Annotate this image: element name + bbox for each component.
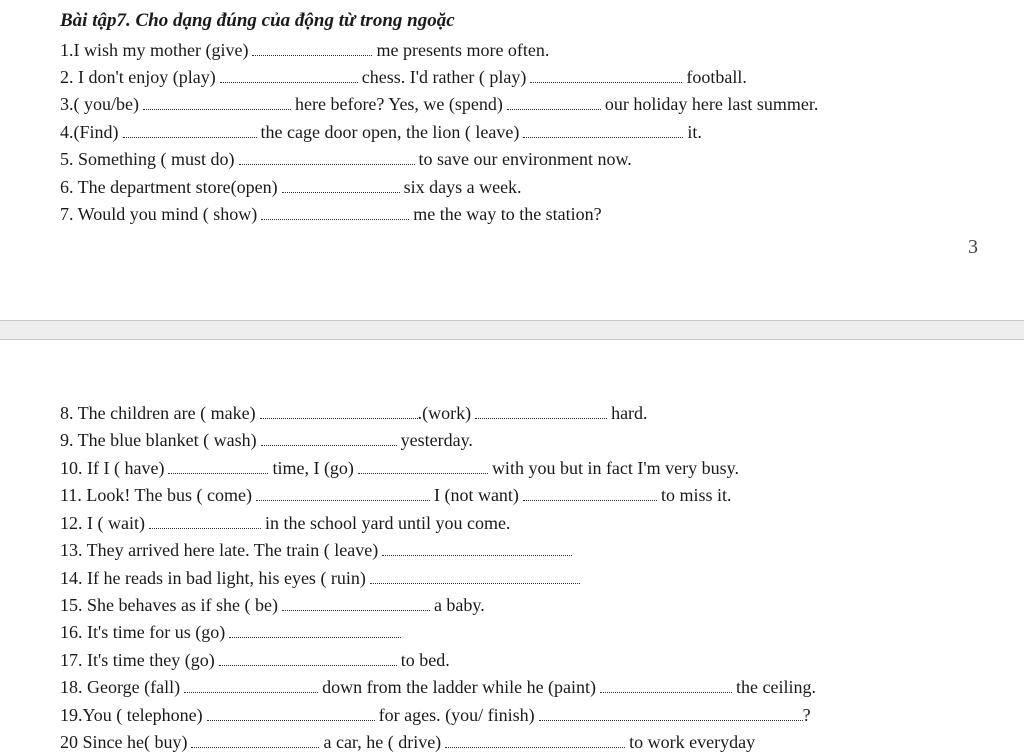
exercise-4 [60, 121, 702, 143]
exercise-11-blank-1[interactable] [256, 486, 430, 501]
exercise-15-blank-1[interactable] [282, 596, 430, 611]
exercise-12-text-a: 12. I ( wait) [60, 513, 145, 533]
exercise-20-blank-1[interactable] [191, 733, 319, 748]
exercise-18 [60, 676, 816, 698]
exercise-10-text-a: 10. If I ( have) [60, 458, 165, 478]
exercise-7-text-b: me the way to the station? [413, 204, 602, 224]
exercise-19-text-a: 19.You ( telephone) [60, 705, 203, 725]
exercise-10-blank-2[interactable] [358, 459, 488, 474]
exercise-4-blank-1[interactable] [123, 123, 257, 138]
exercise-9-blank-1[interactable] [261, 431, 397, 446]
exercise-11-blank-2[interactable] [523, 486, 657, 501]
exercise-17-text-b: to bed. [400, 650, 450, 670]
page-separator [0, 320, 1024, 340]
exercise-20-blank-2[interactable] [445, 733, 625, 748]
exercise-20-text-a: 20 Since he( buy) [60, 732, 188, 752]
exercise-3-text-b: here before? Yes, we (spend) [294, 94, 503, 114]
exercise-20 [60, 731, 755, 753]
exercise-7 [60, 203, 602, 225]
exercise-10-text-b: time, I (go) [272, 458, 354, 478]
exercise-6 [60, 176, 522, 198]
exercise-16-text-a: 16. It's time for us (go) [60, 622, 226, 642]
exercise-7-text-a: 7. Would you mind ( show) [60, 204, 258, 224]
exercise-16 [60, 621, 405, 643]
exercise-6-text-b: six days a week. [403, 177, 522, 197]
exercise-1-text-b: me presents more often. [376, 40, 550, 60]
exercise-12 [60, 512, 510, 534]
exercise-2-blank-1[interactable] [220, 68, 358, 83]
exercise-18-blank-1[interactable] [184, 678, 318, 693]
exercise-3-blank-1[interactable] [143, 95, 291, 110]
exercise-8-blank-2[interactable] [475, 404, 607, 419]
exercise-4-blank-2[interactable] [523, 123, 683, 138]
exercise-12-blank-1[interactable] [149, 514, 261, 529]
exercise-4-text-c: it. [687, 122, 702, 142]
exercise-13-blank-1[interactable] [382, 541, 572, 556]
page-2 [0, 340, 1024, 752]
exercise-2 [60, 66, 747, 88]
exercise-1-text-a: 1.I wish my mother (give) [60, 40, 249, 60]
exercise-19-text-c: ? [802, 705, 811, 725]
exercise-15-text-b: a baby. [433, 595, 485, 615]
exercise-5-text-b: to save our environment now. [418, 149, 632, 169]
exercise-9-text-a: 9. The blue blanket ( wash) [60, 430, 257, 450]
exercise-14 [60, 567, 584, 589]
exercise-15-text-a: 15. She behaves as if she ( be) [60, 595, 278, 615]
exercise-9 [60, 429, 473, 451]
exercise-3-text-c: our holiday here last summer. [604, 94, 819, 114]
exercise-13 [60, 539, 576, 561]
exercise-18-text-a: 18. George (fall) [60, 677, 181, 697]
exercise-8-blank-1[interactable] [260, 404, 418, 419]
exercise-2-text-c: football. [686, 67, 747, 87]
exercise-4-text-a: 4.(Find) [60, 122, 119, 142]
exercise-3-text-a: 3.( you/be) [60, 94, 139, 114]
exercise-3 [60, 93, 818, 115]
exercise-14-text-a: 14. If he reads in bad light, his eyes ( ruin) [60, 568, 366, 588]
exercise-10-text-c: with you but in fact I'm very busy. [491, 458, 739, 478]
page-number: 3 [968, 236, 978, 258]
exercise-8-text-b: .(work) [417, 403, 472, 423]
page-1 [0, 0, 1024, 320]
exercise-18-blank-2[interactable] [600, 678, 732, 693]
exercise-12-text-b: in the school yard until you come. [264, 513, 511, 533]
exercise-8-text-c: hard. [611, 403, 648, 423]
exercise-5-blank-1[interactable] [239, 150, 415, 165]
exercise-2-text-b: chess. I'd rather ( play) [361, 67, 527, 87]
exercise-2-blank-2[interactable] [530, 68, 682, 83]
exercise-10 [60, 457, 739, 479]
exercise-19-text-b: for ages. (you/ finish) [378, 705, 535, 725]
exercise-15 [60, 594, 485, 616]
exercise-title: Bài tập7. Cho dạng đúng của động từ trong ngoặc [60, 10, 455, 31]
exercise-19 [60, 704, 811, 726]
exercise-9-text-b: yesterday. [400, 430, 473, 450]
exercise-11-text-a: 11. Look! The bus ( come) [60, 485, 252, 505]
exercise-6-text-a: 6. The department store(open) [60, 177, 278, 197]
exercise-20-text-b: a car, he ( drive) [323, 732, 442, 752]
exercise-17-text-a: 17. It's time they (go) [60, 650, 215, 670]
exercise-3-blank-2[interactable] [507, 95, 601, 110]
exercise-2-text-a: 2. I don't enjoy (play) [60, 67, 216, 87]
exercise-5 [60, 148, 632, 170]
exercise-8-text-a: 8. The children are ( make) [60, 403, 256, 423]
exercise-1-blank-1[interactable] [252, 41, 372, 56]
exercise-11-text-c: to miss it. [660, 485, 732, 505]
exercise-19-blank-1[interactable] [207, 706, 375, 721]
exercise-20-text-c: to work everyday [629, 732, 756, 752]
exercise-8 [60, 402, 648, 424]
exercise-6-blank-1[interactable] [282, 178, 400, 193]
exercise-4-text-b: the cage door open, the lion ( leave) [260, 122, 520, 142]
exercise-11 [60, 484, 731, 506]
exercise-13-text-a: 13. They arrived here late. The train ( leave) [60, 540, 379, 560]
exercise-1 [60, 39, 549, 61]
exercise-18-text-b: down from the ladder while he (paint) [322, 677, 597, 697]
exercise-10-blank-1[interactable] [168, 459, 268, 474]
exercise-17 [60, 649, 450, 671]
exercise-19-blank-2[interactable] [539, 706, 803, 721]
exercise-18-text-c: the ceiling. [736, 677, 817, 697]
exercise-17-blank-1[interactable] [219, 651, 397, 666]
exercise-11-text-b: I (not want) [433, 485, 519, 505]
exercise-16-blank-1[interactable] [229, 623, 401, 638]
exercise-5-text-a: 5. Something ( must do) [60, 149, 235, 169]
exercise-7-blank-1[interactable] [261, 205, 409, 220]
exercise-14-blank-1[interactable] [370, 569, 580, 584]
